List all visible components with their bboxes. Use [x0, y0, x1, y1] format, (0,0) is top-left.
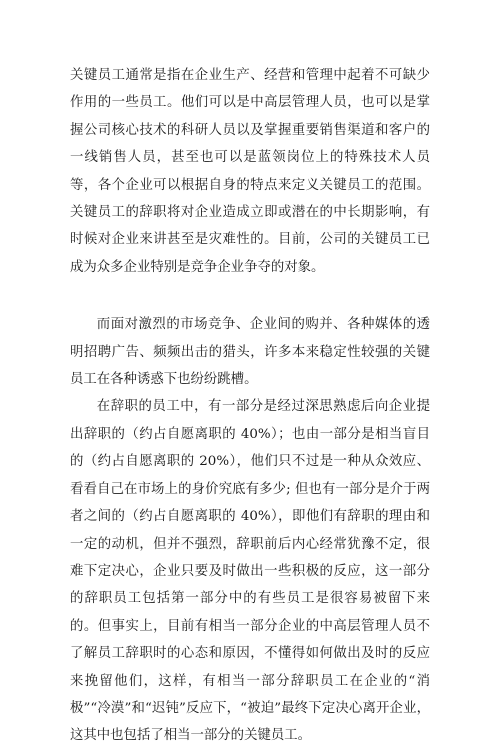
paragraph-gap [70, 281, 430, 311]
paragraph-key-employee-definition: 关键员工通常是指在企业生产、经营和管理中起着不可缺少作用的一些员工。他们可以是中高层管理人员，也可以是掌握公司核心技术的科研人员以及掌握重要销售渠道和客户的一线销售人员，甚至也可以是蓝领岗位上的特殊技术人员等，各个企业可以根据自身的特点来定义关键员工的范围。关键员工的辞职将对企业造成立即或潜在的中长期影响，有时候对企业来讲甚至是灾难性的。目前，公司的关键员工已成为众多企业特别是竞争企业争夺的对象。 [70, 68, 430, 275]
paragraph-market-competition: 而面对激烈的市场竞争、企业间的购并、各种媒体的透明招聘广告、频频出击的猎头，许多本来稳定性较强的关键员工在各种诱惑下也纷纷跳槽。 [70, 317, 430, 388]
document-page [70, 62, 430, 750]
paragraph-resignation-analysis: 在辞职的员工中，有一部分是经过深思熟虑后向企业提出辞职的（约占自愿离职的 40%）；也由一部分是相当盲目的（约占自愿离职的 20%），他们只不过是一种从众效应、看看自己在市场上的身价究底有多少; 但也有一部分是介于两者之间的（约占自愿离职的 40%），即他们有辞职的理由和一定的动机，但并不强烈，辞职前后内心经常犹豫不定，很难下定决心，企业只要及时做出一些积极的反应，这一部分的辞职员工包括第一部分中的有些员工是很容易被留下来的。但事实上，目前有相当一部分企业的中高层管理人员不了解员工辞职时的心态和原因，不懂得如何做出及时的反应来挽留他们，这样，有相当一部分辞职员工在企业的“消极”“冷漠”和“迟钝”反应下，“被迫”最终下定决心离开企业，这其中也包括了相当一部分的关键员工。 [70, 399, 430, 744]
